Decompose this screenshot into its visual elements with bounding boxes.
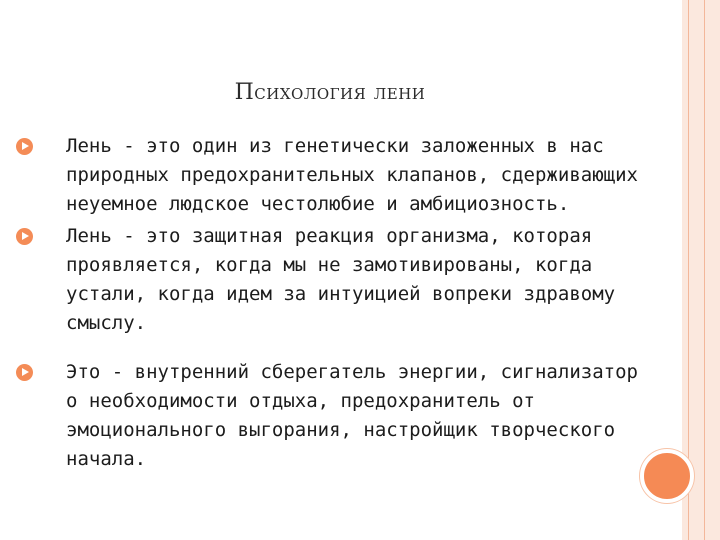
slide-title: Психология лени xyxy=(234,80,426,105)
decorative-circle xyxy=(640,449,694,503)
bullet-item xyxy=(16,222,656,338)
right-decorative-line xyxy=(704,0,705,540)
bullet-text: Это - внутренний сберегатель энергии, сигнализатор о необходимости отдыха, предохранитель от эмоционального выгорания, настройщик творческого начала. xyxy=(66,361,638,470)
bullet-item xyxy=(16,132,656,219)
triangle-bullet-icon xyxy=(16,138,33,155)
bullet-text: Лень - это защитная реакция организма, которая проявляется, когда мы не замотивированы, когда устали, когда идем за интуицией вопреки здравому смыслу. xyxy=(66,225,616,334)
bullet-list xyxy=(16,132,656,477)
triangle-bullet-icon xyxy=(16,364,33,381)
bullet-text: Лень - это один из генетически заложенных в нас природных предохранительных клапанов, сдерживающих неуемное людское честолюбие и амбициозность. xyxy=(66,135,638,215)
triangle-bullet-icon xyxy=(16,228,33,245)
bullet-item xyxy=(16,358,656,474)
